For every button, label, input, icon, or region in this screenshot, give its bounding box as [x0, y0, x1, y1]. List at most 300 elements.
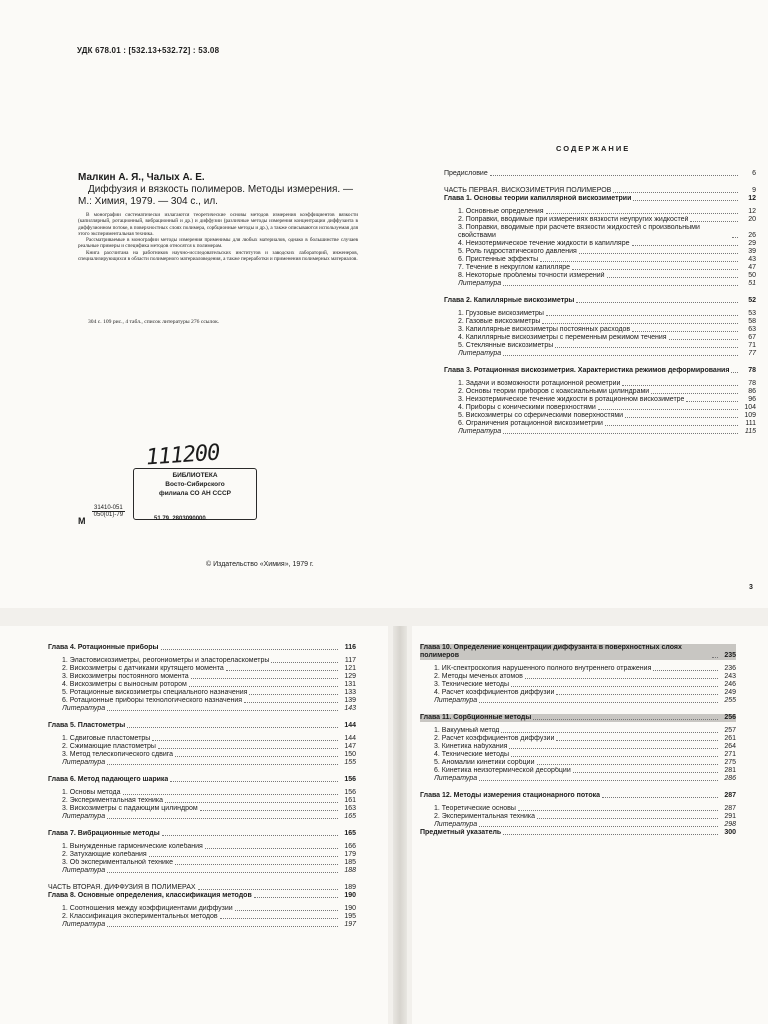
annotation-paragraph: В монографии систематически излагаются теоретические основы методов измерения коэффициентов вязкости (капиллярный, ротационный, вибрационный и др.) и диффузии (различные методы измерения концентрации диффузанта в диффузионном потоке, в поверхностных слоях полимера, сорбционные методы и др.), а также описываются используемая для этого экспериментальная техника.	[78, 212, 358, 237]
toc-entry-title: 4. Приборы с коническими поверхностями	[458, 404, 596, 411]
toc-entry-title: 6. Ротационные приборы технологического назначения	[62, 697, 243, 704]
toc-entry-title: Литература	[62, 705, 106, 712]
toc-page-number: 156	[344, 776, 356, 783]
dot-leader	[189, 686, 338, 687]
toc-item	[48, 735, 356, 743]
toc-top-list	[444, 170, 756, 436]
annotation-paragraph: Рассматриваемые в монографии методы измерения применимы для любых материалов, однако в большинстве случаев реальные примеры и специфика методов относятся к полимерам.	[78, 237, 358, 250]
toc-item	[48, 851, 356, 859]
toc-entry-title: Литература	[62, 813, 106, 820]
toc-page-number: 71	[748, 342, 756, 349]
dot-leader	[165, 802, 338, 803]
dot-leader	[556, 694, 718, 695]
toc-entry-title: 4. Капиллярные вискозиметры с переменным режимом течения	[458, 334, 667, 341]
dot-leader	[511, 686, 718, 687]
toc-page-number: 256	[724, 714, 736, 721]
toc-literature	[48, 867, 356, 875]
toc-entry-title: Литература	[62, 759, 106, 766]
dot-leader	[220, 918, 338, 919]
toc-entry-title: 2. Расчет коэффициентов диффузии	[434, 735, 555, 742]
toc-item	[420, 759, 736, 767]
toc-page-number: 77	[748, 350, 756, 357]
toc-entry-title: 1. Грузовые вискозиметры	[458, 310, 544, 317]
toc-entry-title: 2. Поправки, вводимые при измерениях вязкости неупругих жидкостей	[458, 216, 689, 223]
library-stamp	[133, 468, 257, 520]
toc-entry-title: 5. Стеклянные вискозиметры	[458, 342, 554, 349]
dot-leader	[686, 401, 738, 402]
toc-page-number: 189	[344, 884, 356, 891]
toc-page-number: 96	[748, 396, 756, 403]
toc-entry-title: 3. Капиллярные вискозиметры постоянных расходов	[458, 326, 631, 333]
dot-leader	[479, 780, 718, 781]
toc-entry-title: Глава 1. Основы теории капиллярной вискозиметрии	[444, 195, 632, 202]
toc-page-number: 300	[724, 829, 736, 836]
toc-spacer	[48, 821, 356, 830]
toc-item	[420, 813, 736, 821]
toc-item	[444, 216, 756, 224]
toc-chapter	[48, 776, 356, 784]
toc-right-page	[412, 626, 768, 1024]
dot-leader	[503, 285, 738, 286]
dot-leader	[625, 417, 738, 418]
toc-page-number: 58	[748, 318, 756, 325]
toc-item	[444, 420, 756, 428]
toc-item	[444, 256, 756, 264]
toc-literature	[444, 280, 756, 288]
toc-literature	[48, 921, 356, 929]
toc-page-number: 281	[724, 767, 736, 774]
toc-page-number: 111	[745, 420, 756, 427]
toc-page-number: 121	[344, 665, 356, 672]
toc-page-number: 131	[344, 681, 356, 688]
dot-leader	[162, 835, 338, 836]
toc-entry-title: Глава 7. Вибрационные методы	[48, 830, 160, 837]
toc-entry-title: 4. Расчет коэффициентов диффузии	[434, 689, 555, 696]
index-denominator: 050(01)-79	[93, 512, 124, 518]
toc-entry-title: 6. Кинетика неизотермической десорбции	[434, 767, 571, 774]
toc-entry-title: Литература	[434, 821, 478, 828]
toc-item	[48, 689, 356, 697]
toc-page-number: 264	[724, 743, 736, 750]
toc-page-number: 67	[748, 334, 756, 341]
publisher-index	[92, 505, 125, 518]
toc-chapter	[444, 367, 756, 375]
toc-page-number: 78	[748, 367, 756, 374]
dot-leader	[503, 834, 718, 835]
toc-entry-title: Глава 4. Ротационные приборы	[48, 644, 159, 651]
toc-page-number: 155	[344, 759, 356, 766]
dot-leader	[254, 897, 338, 898]
toc-item	[444, 388, 756, 396]
dot-leader	[540, 261, 738, 262]
toc-entry-title: Предисловие	[444, 170, 488, 177]
toc-page-number: 29	[748, 240, 756, 247]
toc-entry-title: 1. Соотношения между коэффициентами диффузии	[62, 905, 233, 912]
toc-entry-title: Глава 3. Ротационная вискозиметрия. Характеристика режимов деформирования	[444, 367, 730, 374]
toc-page-number: 179	[344, 851, 356, 858]
dot-leader	[175, 756, 338, 757]
toc-entry-title: Литература	[458, 280, 502, 287]
toc-item	[420, 805, 736, 813]
toc-entry-title: Литература	[62, 921, 106, 928]
toc-literature	[48, 705, 356, 713]
toc-item	[444, 310, 756, 318]
dot-leader	[525, 678, 718, 679]
toc-item	[420, 689, 736, 697]
toc-item	[444, 380, 756, 388]
toc-entry-title: 1. Эластовискозиметры, реогониометры и эластореласкометры	[62, 657, 270, 664]
toc-entry-title: 2. Классификация экспериментальных методов	[62, 913, 218, 920]
toc-item	[420, 727, 736, 735]
toc-entry-title: 7. Течение в некруглом капилляре	[458, 264, 571, 271]
dot-leader	[576, 302, 738, 303]
toc-item	[48, 697, 356, 705]
dot-leader	[191, 678, 338, 679]
toc-item	[420, 743, 736, 751]
toc-entry-title: Глава 11. Сорбционные методы	[420, 714, 532, 721]
toc-page-number: 43	[748, 256, 756, 263]
dot-leader	[205, 848, 338, 849]
toc-entry-title: 1. Вынужденные гармонические колебания	[62, 843, 203, 850]
dot-leader	[651, 393, 738, 394]
dot-leader	[556, 740, 718, 741]
toc-entry-title: Литература	[62, 867, 106, 874]
toc-item	[444, 404, 756, 412]
toc-literature	[444, 428, 756, 436]
toc-item	[420, 767, 736, 775]
toc-entry-title: 3. Вискозиметры с падающим цилиндром	[62, 805, 198, 812]
toc-entry-title: 2. Методы меченых атомов	[434, 673, 523, 680]
dot-leader	[107, 872, 338, 873]
dot-leader	[161, 649, 338, 650]
toc-item	[420, 681, 736, 689]
toc-entry-title: ЧАСТЬ ПЕРВАЯ. ВИСКОЗИМЕТРИЯ ПОЛИМЕРОВ	[444, 187, 612, 194]
dot-leader	[572, 269, 738, 270]
toc-entry-title: 5. Вискозиметры со сферическими поверхностями	[458, 412, 624, 419]
dot-leader	[605, 425, 738, 426]
toc-item	[444, 240, 756, 248]
dot-leader	[200, 810, 338, 811]
dot-leader	[503, 355, 738, 356]
toc-item	[444, 412, 756, 420]
dot-leader	[226, 670, 338, 671]
toc-spacer	[48, 713, 356, 722]
dot-leader	[537, 818, 718, 819]
toc-page-number: 236	[724, 665, 736, 672]
toc-entry-title: Глава 6. Метод падающего шарика	[48, 776, 169, 783]
toc-left-page	[0, 626, 388, 1024]
toc-page-number: 53	[748, 310, 756, 317]
toc-page-number: 243	[724, 673, 736, 680]
dot-leader	[170, 781, 338, 782]
toc-item	[48, 751, 356, 759]
toc-entry-title: 3. Неизотермическое течение жидкости в ротационном вискозиметре	[458, 396, 685, 403]
toc-entry	[420, 829, 736, 837]
authors: Малкин А. Я., Чалых А. Е.	[78, 172, 205, 183]
toc-page-number: 163	[344, 805, 356, 812]
toc-page-number: 6	[752, 170, 756, 177]
toc-entry-title: Глава 8. Основные определения, классификация методов	[48, 892, 252, 899]
dot-leader	[546, 315, 738, 316]
copyright: © Издательство «Химия», 1979 г.	[206, 561, 314, 568]
dot-leader	[518, 810, 718, 811]
toc-literature	[444, 350, 756, 358]
toc-entry-title: 2. Экспериментальная техника	[62, 797, 164, 804]
toc-entry-title: 4. Технические методы	[434, 751, 509, 758]
toc-entry-title: 4. Неизотермическое течение жидкости в капилляре	[458, 240, 630, 247]
toc-item	[48, 859, 356, 867]
toc-entry-title: Литература	[458, 350, 502, 357]
toc-page-number: 78	[748, 380, 756, 387]
dot-leader	[633, 200, 738, 201]
toc-entry-title: 1. Задачи и возможности ротационной реометрии	[458, 380, 621, 387]
annotation-paragraph: Книга рассчитана на работников научно-исследовательских институтов и заводских лабораторий, инженеров, специализирующихся в области полимерного материаловедения, а также переработки и применения полимерных материалов.	[78, 249, 358, 263]
toc-entry-title: Литература	[458, 428, 502, 435]
toc-page-number: 133	[344, 689, 356, 696]
toc-entry-title: 2. Газовые вискозиметры	[458, 318, 541, 325]
dot-leader	[607, 277, 738, 278]
toc-page-number: 291	[724, 813, 736, 820]
toc-entry-title: 5. Аномалии кинетики сорбции	[434, 759, 535, 766]
toc-chapter	[420, 714, 736, 722]
toc-entry-title: 3. Поправки, вводимые при расчете вязкости жидкостей с произвольными свойствами	[458, 224, 700, 239]
toc-literature	[420, 697, 736, 705]
toc-entry-title: 2. Затухающие колебания	[62, 851, 147, 858]
toc-entry-title: 1. Основные определения	[458, 208, 544, 215]
toc-page-number: 50	[748, 272, 756, 279]
toc-entry-title: 3. Технические методы	[434, 681, 509, 688]
toc-entry	[444, 187, 756, 195]
dot-leader	[479, 826, 718, 827]
inventory-number-handwritten: 111200	[145, 440, 221, 471]
toc-page-number: 52	[748, 297, 756, 304]
toc-page-number: 51	[748, 280, 756, 287]
toc-item	[48, 743, 356, 751]
toc-item	[420, 751, 736, 759]
toc-entry-title: 3. Вискозиметры постоянного момента	[62, 673, 189, 680]
toc-page-number: 298	[724, 821, 736, 828]
toc-entry-title: 1. Вакуумный метод	[434, 727, 500, 734]
toc-item	[444, 326, 756, 334]
toc-spacer	[48, 875, 356, 884]
dot-leader	[127, 727, 338, 728]
toc-entry	[48, 884, 356, 892]
toc-spacer	[48, 767, 356, 776]
dot-leader	[573, 772, 718, 773]
dot-leader	[533, 719, 718, 720]
toc-entry-title: Глава 5. Пластометры	[48, 722, 126, 729]
dot-leader	[555, 347, 738, 348]
toc-item	[444, 208, 756, 216]
dot-leader	[509, 748, 718, 749]
stamp-line: БИБЛИОТЕКА	[172, 472, 218, 479]
dot-leader	[152, 740, 338, 741]
dot-leader	[503, 433, 738, 434]
dot-leader	[632, 331, 738, 332]
book-title: Диффузия и вязкость полимеров. Методы измерения. — М.: Химия, 1979. — 304 с., ил.	[78, 184, 353, 207]
toc-literature	[420, 821, 736, 829]
dot-leader	[732, 237, 738, 238]
toc-item	[48, 843, 356, 851]
toc-item	[444, 224, 756, 240]
toc-entry-title: Глава 12. Методы измерения стационарного потока	[420, 792, 600, 799]
toc-item	[48, 657, 356, 665]
toc-entry-title: 1. Основы метода	[62, 789, 121, 796]
toc-entry-title: 4. Вискозиметры с выносным ротором	[62, 681, 187, 688]
dot-leader	[271, 662, 338, 663]
toc-page-number: 143	[344, 705, 356, 712]
toc-page-number: 47	[748, 264, 756, 271]
toc-page-number: 147	[344, 743, 356, 750]
toc-page-number: 144	[344, 735, 356, 742]
toc-spacer	[420, 783, 736, 792]
toc-item	[420, 735, 736, 743]
dot-leader	[690, 221, 738, 222]
toc-item	[444, 264, 756, 272]
toc-page-number: 115	[744, 428, 756, 435]
dot-leader	[598, 409, 738, 410]
toc-page-number: 255	[724, 697, 736, 704]
dot-leader	[712, 657, 718, 658]
toc-entry-title: Литература	[434, 697, 478, 704]
toc-page-number: 129	[344, 673, 356, 680]
toc-page-number: 261	[724, 735, 736, 742]
toc-entry-title: 2. Вискозиметры с датчиками крутящего момента	[62, 665, 224, 672]
dot-leader	[579, 253, 738, 254]
toc-chapter	[420, 792, 736, 800]
toc-chapter	[48, 892, 356, 900]
toc-page-number: 166	[344, 843, 356, 850]
toc-page-number: 287	[724, 792, 736, 799]
dot-leader	[158, 748, 338, 749]
toc-item	[444, 248, 756, 256]
toc-item	[420, 665, 736, 673]
toc-entry-title: Глава 2. Капиллярные вискозиметры	[444, 297, 575, 304]
toc-entry-title: 6. Ограничения ротационной вискозиметрии	[458, 420, 603, 427]
toc-page-number: 161	[344, 797, 356, 804]
toc-page-number: 287	[724, 805, 736, 812]
toc-page-number: 12	[748, 195, 756, 202]
toc-page-number: 249	[724, 689, 736, 696]
dot-leader	[546, 213, 738, 214]
toc-item	[444, 318, 756, 326]
dot-leader	[107, 926, 338, 927]
toc-page-number: 116	[344, 644, 356, 651]
dot-leader	[653, 670, 718, 671]
toc-page-number: 235	[724, 652, 736, 659]
index-numerator: 31410-051	[94, 505, 123, 511]
toc-entry-title: 5. Ротационные вискозиметры специального назначения	[62, 689, 248, 696]
toc-page-number: 197	[344, 921, 356, 928]
dot-leader	[107, 764, 338, 765]
toc-entry-title: Глава 10. Определение концентрации диффузанта в поверхностных слоях полимеров	[420, 644, 682, 659]
toc-chapter	[48, 722, 356, 730]
toc-item	[444, 272, 756, 280]
dot-leader	[622, 385, 738, 386]
toc-entry-title: 3. Метод телескопического сдвига	[62, 751, 174, 758]
toc-page-number: 26	[748, 232, 756, 239]
toc-entry-title: 8. Некоторые проблемы точности измерений	[458, 272, 605, 279]
annotation	[78, 212, 358, 262]
m-letter: М	[78, 516, 86, 526]
toc-heading: СОДЕРЖАНИЕ	[556, 144, 631, 153]
dot-leader	[602, 797, 718, 798]
toc-entry-title: 1. ИК-спектроскопия нарушенного полного внутреннего отражения	[434, 665, 652, 672]
toc-page-number: 150	[344, 751, 356, 758]
dot-leader	[731, 372, 738, 373]
toc-entry-title: 6. Пристенные эффекты	[458, 256, 539, 263]
toc-page-number: 188	[344, 867, 356, 874]
toc-page-number: 275	[724, 759, 736, 766]
toc-literature	[420, 775, 736, 783]
toc-entry-title: 5. Роль гидростатического давления	[458, 248, 577, 255]
toc-entry-title: 3. Кинетика набухания	[434, 743, 508, 750]
toc-page-number: 39	[748, 248, 756, 255]
toc-page-number: 86	[748, 388, 756, 395]
toc-page-number: 104	[744, 404, 756, 411]
dot-leader	[198, 889, 338, 890]
toc-page-number: 165	[344, 830, 356, 837]
toc-item	[444, 334, 756, 342]
toc-page-number: 139	[344, 697, 356, 704]
toc-left-list	[48, 644, 356, 929]
book-gutter	[393, 626, 407, 1024]
toc-item	[48, 913, 356, 921]
dot-leader	[235, 910, 338, 911]
toc-chapter	[420, 644, 736, 660]
toc-chapter	[48, 644, 356, 652]
toc-right-list	[420, 644, 736, 837]
udc-code: УДК 678.01 : [532.13+532.72] : 53.08	[77, 46, 220, 55]
toc-page-number: 20	[748, 216, 756, 223]
toc-item	[444, 342, 756, 350]
dot-leader	[511, 756, 718, 757]
toc-page-number: 12	[748, 208, 756, 215]
toc-item	[48, 797, 356, 805]
dot-leader	[107, 818, 338, 819]
toc-spacer	[444, 178, 756, 187]
dot-leader	[501, 732, 718, 733]
toc-entry-title: 1. Теоретические основы	[434, 805, 516, 812]
book-stats: 304 с. 109 рис., 4 табл., список литературы 276 ссылок.	[88, 319, 220, 325]
toc-spacer	[444, 358, 756, 367]
classification-code: 51.79. 2803090000.	[154, 516, 208, 522]
toc-literature	[48, 813, 356, 821]
toc-page-number: 246	[724, 681, 736, 688]
toc-entry-title: 3. Об экспериментальной технике	[62, 859, 173, 866]
toc-item	[444, 396, 756, 404]
toc-page-number: 190	[344, 892, 356, 899]
toc-item	[48, 805, 356, 813]
toc-page-number: 286	[724, 775, 736, 782]
toc-item	[48, 673, 356, 681]
dot-leader	[175, 864, 338, 865]
toc-entry-title: 2. Экспериментальная техника	[434, 813, 536, 820]
dot-leader	[123, 794, 339, 795]
toc-item	[48, 905, 356, 913]
dot-leader	[669, 339, 738, 340]
dot-leader	[244, 702, 338, 703]
dot-leader	[107, 710, 338, 711]
toc-page-number: 9	[752, 187, 756, 194]
dot-leader	[537, 764, 718, 765]
toc-page-number: 190	[344, 905, 356, 912]
toc-page-number: 117	[344, 657, 356, 664]
toc-entry-title: Предметный указатель	[420, 829, 502, 836]
dot-leader	[490, 175, 738, 176]
toc-literature	[48, 759, 356, 767]
dot-leader	[542, 323, 738, 324]
